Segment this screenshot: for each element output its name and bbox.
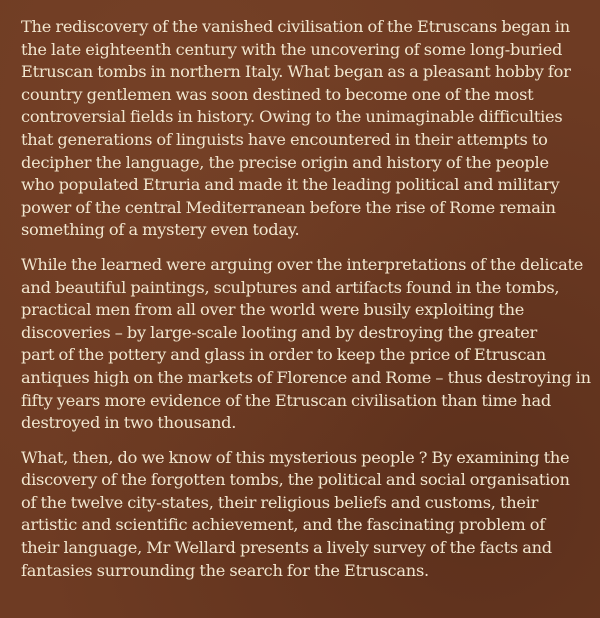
paragraph-2 <box>21 254 591 435</box>
text-line: While the learned were arguing over the interpretations of the delicate <box>21 254 584 274</box>
text-line: the late eighteenth century with the uncovering of some long-buried <box>21 39 563 59</box>
text-line: The rediscovery of the vanished civilisation of the Etruscans began in <box>21 17 570 36</box>
text-line: Etruscan tombs in northern Italy. What began as a pleasant hobby for <box>21 62 571 82</box>
text-line: destroyed in two thousand. <box>21 413 237 433</box>
text-line: and beautiful paintings, sculptures and artifacts found in the tombs, <box>21 277 560 297</box>
text-line: of the twelve city-states, their religious beliefs and customs, their <box>21 492 539 512</box>
text-line: What, then, do we know of this mysterious people ? By examining the <box>21 447 570 467</box>
text-line: who populated Etruria and made it the leading political and military <box>21 175 560 195</box>
text-line: artistic and scientific achievement, and the fascinating problem of <box>21 515 546 535</box>
text-line: discovery of the forgotten tombs, the political and social organisation <box>21 470 570 490</box>
text-line: practical men from all over the world were busily exploiting the <box>21 300 525 320</box>
text-line: something of a mystery even today. <box>21 220 300 240</box>
text-line: fantasies surrounding the search for the Etruscans. <box>21 560 429 580</box>
text-line: country gentlemen was soon destined to become one of the most <box>21 84 534 104</box>
text-line: fifty years more evidence of the Etruscan civilisation than time had <box>21 390 551 410</box>
text-line: that generations of linguists have encountered in their attempts to <box>21 129 548 149</box>
text-line: part of the pottery and glass in order to keep the price of Etruscan <box>21 345 546 365</box>
paragraph-1 <box>21 16 586 242</box>
text-line: decipher the language, the precise origin and history of the people <box>21 152 549 172</box>
text-line: discoveries – by large-scale looting and by destroying the greater <box>21 322 538 342</box>
text-line: controversial fields in history. Owing to the unimaginable difficulties <box>21 107 563 127</box>
text-line: their language, Mr Wellard presents a lively survey of the facts and <box>21 538 552 558</box>
text-line: power of the central Mediterranean before the rise of Rome remain <box>21 197 556 217</box>
text-line: antiques high on the markets of Florence and Rome – thus destroying in <box>21 367 591 387</box>
paragraph-3 <box>21 447 586 583</box>
